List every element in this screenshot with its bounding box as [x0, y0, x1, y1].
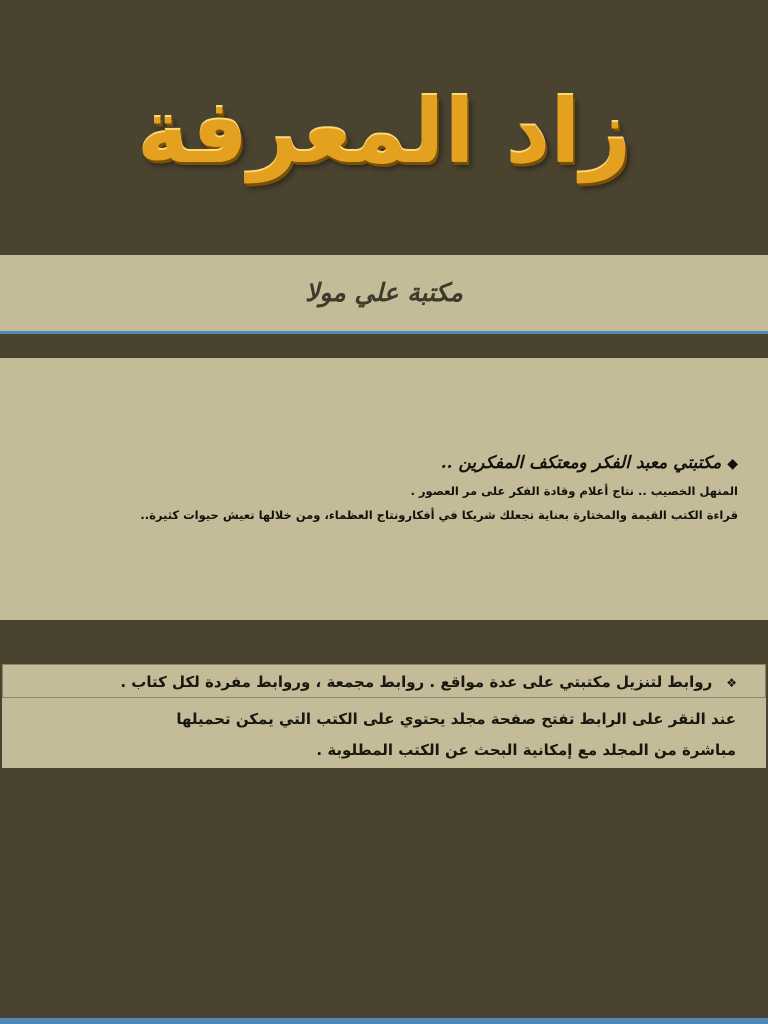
- intro-panel: [0, 358, 768, 620]
- download-links-row: [2, 664, 766, 698]
- intro-heading-text: مكتبتي معبد الفكر ومعتكف المفكرين ..: [440, 453, 722, 473]
- intro-content: [38, 448, 738, 527]
- download-instructions-line-2: مباشرة من المجلد مع إمكانية البحث عن الكتب المطلوبة .: [316, 741, 736, 759]
- intro-line-1: المنهل الخصيب .. نتاج أعلام وقادة الفكر على مر العصور .: [410, 484, 738, 498]
- bottom-accent-line: [0, 1018, 768, 1024]
- library-name: مكتبة علي مولا: [305, 278, 463, 307]
- diamond-bullet-icon: ◆: [727, 456, 738, 472]
- download-instructions-line-1: عند النقر على الرابط تفتح صفحة مجلد يحتوي على الكتب التي يمكن تحميلها: [176, 710, 736, 728]
- download-links-box: [2, 664, 766, 768]
- site-logo: زاد المعرفة: [136, 80, 632, 183]
- four-diamond-bullet-icon: ❖: [726, 676, 737, 690]
- intro-heading: [38, 448, 738, 479]
- download-instructions: [2, 698, 766, 766]
- download-links-text: روابط لتنزيل مكتبتي على عدة مواقع . روابط مجمعة ، وروابط مفردة لكل كتاب .: [120, 673, 713, 691]
- library-name-band: [0, 255, 768, 334]
- logo-area: [0, 0, 768, 255]
- intro-line-2: قراءة الكتب القيمة والمختارة بعناية تجعلك شريكا في أفكارونتاج العظماء، ومن خلالها تعيش حيوات كثيرة..: [140, 508, 738, 522]
